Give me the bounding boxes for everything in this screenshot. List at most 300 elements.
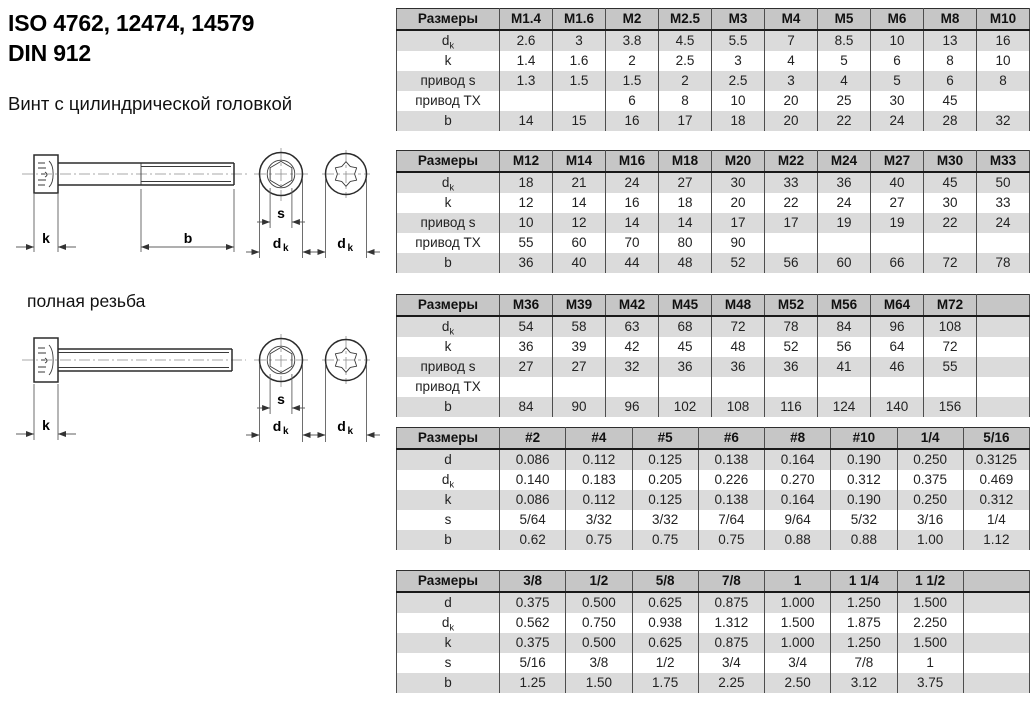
value-cell: 24 [871,111,924,131]
value-cell: 4 [765,51,818,71]
value-cell: 30 [871,91,924,111]
table-row [397,470,1030,490]
row-label-subscript: k [449,182,455,193]
row-label [397,51,500,71]
value-cell [977,91,1030,111]
value-cell: 55 [924,357,977,377]
left-panel [0,0,394,703]
value-cell: 0.138 [698,449,764,470]
dim-label-dk-base: d [272,235,282,251]
value-cell: 40 [871,172,924,193]
value-cell: 1.000 [765,592,831,613]
row-label [397,253,500,273]
value-cell: 10 [712,91,765,111]
size-column-header: M36 [500,295,553,317]
value-cell: 1/2 [632,653,698,673]
size-table-1 [396,8,1030,131]
value-cell: 5/64 [500,510,566,530]
value-cell: 3 [765,71,818,91]
row-label [397,377,500,397]
row-label-text: привод s [420,215,476,230]
hex-socket-head-view [246,148,316,258]
value-cell: 124 [818,397,871,417]
size-column-header: #5 [632,428,698,450]
value-cell: 1.000 [765,633,831,653]
value-cell: 4.5 [659,30,712,51]
value-cell: 30 [712,172,765,193]
value-cell: 56 [818,337,871,357]
value-cell: 2.250 [897,613,963,633]
dim-label-s: s [277,205,285,221]
table-row [397,510,1030,530]
header-row [397,295,1030,317]
table-row [397,71,1030,91]
value-cell: 10 [977,51,1030,71]
value-cell: 0.75 [566,530,632,550]
value-cell [977,357,1030,377]
value-cell [977,233,1030,253]
value-cell [977,397,1030,417]
size-table-4 [396,427,1030,550]
value-cell: 45 [924,91,977,111]
size-column-header: #8 [765,428,831,450]
header-row [397,9,1030,31]
value-cell: 18 [659,193,712,213]
row-label-header: Размеры [397,428,500,450]
value-cell: 12 [553,213,606,233]
row-label [397,213,500,233]
row-label-text: k [444,195,452,210]
value-cell: 20 [765,111,818,131]
value-cell [818,233,871,253]
value-cell: 16 [977,30,1030,51]
value-cell: 32 [606,357,659,377]
value-cell: 30 [924,193,977,213]
table-row [397,633,1030,653]
row-label-text: d [441,175,450,190]
row-label-text: k [444,492,452,507]
value-cell: 156 [924,397,977,417]
value-cell [977,316,1030,337]
value-cell: 17 [765,213,818,233]
row-label [397,193,500,213]
table-row [397,111,1030,131]
value-cell: 6 [871,51,924,71]
value-cell [977,337,1030,357]
screw-partial-thread-drawing [8,148,398,260]
value-cell: 0.312 [831,470,897,490]
value-cell: 0.375 [500,592,566,613]
value-cell: 84 [818,316,871,337]
row-label [397,633,500,653]
table-row [397,233,1030,253]
value-cell: 3.8 [606,30,659,51]
value-cell [977,377,1030,397]
value-cell: 140 [871,397,924,417]
row-label-text: d [444,595,452,610]
row-label [397,337,500,357]
value-cell: 0.164 [765,490,831,510]
value-cell: 0.62 [500,530,566,550]
value-cell: 0.125 [632,490,698,510]
size-column-header: #6 [698,428,764,450]
value-cell: 32 [977,111,1030,131]
size-column-header: M24 [818,151,871,173]
dim-label-dk-base: d [272,418,282,434]
dim-label-dk-base: d [337,418,346,434]
value-cell: 1.500 [897,633,963,653]
value-cell: 7/64 [698,510,764,530]
value-cell: 0.625 [632,633,698,653]
value-cell: 1/4 [963,510,1029,530]
value-cell: 63 [606,316,659,337]
value-cell: 12 [500,193,553,213]
size-column-header: M4 [765,9,818,31]
size-column-header: M45 [659,295,712,317]
torx-socket-head-view [312,336,380,442]
table-row [397,30,1030,51]
value-cell: 0.226 [698,470,764,490]
dim-label-k: k [42,230,50,246]
size-column-header: M3 [712,9,765,31]
row-label [397,530,500,550]
value-cell: 46 [871,357,924,377]
table-row [397,530,1030,550]
value-cell: 55 [500,233,553,253]
size-column-header: M56 [818,295,871,317]
tables-panel [394,0,1034,703]
value-cell: 1.50 [566,673,632,693]
value-cell: 0.140 [500,470,566,490]
value-cell: 102 [659,397,712,417]
size-column-header: M48 [712,295,765,317]
value-cell: 36 [500,337,553,357]
row-label-text: b [444,532,452,547]
value-cell [871,233,924,253]
size-column-header: M10 [977,9,1030,31]
value-cell: 14 [606,213,659,233]
value-cell [659,377,712,397]
size-table-5 [396,570,1030,693]
value-cell: 33 [977,193,1030,213]
value-cell: 8 [659,91,712,111]
value-cell: 2.5 [712,71,765,91]
row-label [397,30,500,51]
value-cell: 17 [712,213,765,233]
value-cell: 36 [765,357,818,377]
value-cell: 3/4 [698,653,764,673]
value-cell: 0.138 [698,490,764,510]
row-label-subscript: k [449,622,455,633]
value-cell: 0.75 [698,530,764,550]
value-cell: 1.25 [500,673,566,693]
value-cell [765,233,818,253]
size-column-header [963,571,1029,593]
size-column-header: M16 [606,151,659,173]
size-column-header [977,295,1030,317]
value-cell: 3/32 [566,510,632,530]
page-title-din: DIN 912 [8,40,91,66]
value-cell: 3/4 [765,653,831,673]
size-column-header: 1 1/4 [831,571,897,593]
header-row [397,151,1030,173]
value-cell [765,377,818,397]
value-cell: 36 [500,253,553,273]
value-cell: 0.875 [698,633,764,653]
row-label-text: d [444,452,452,467]
row-label-text: привод TX [415,379,481,394]
value-cell: 19 [871,213,924,233]
value-cell: 78 [765,316,818,337]
row-label-text: b [444,399,452,414]
row-label-text: привод s [420,73,476,88]
size-column-header: M12 [500,151,553,173]
dim-label-k: k [42,417,50,433]
value-cell: 58 [553,316,606,337]
size-column-header: M14 [553,151,606,173]
row-label-text: d [441,319,450,334]
value-cell: 0.75 [632,530,698,550]
value-cell: 19 [818,213,871,233]
value-cell: 108 [924,316,977,337]
table-row [397,316,1030,337]
torx-socket-head-view [312,150,380,258]
value-cell [553,91,606,111]
value-cell: 72 [924,253,977,273]
value-cell: 0.112 [566,490,632,510]
value-cell: 18 [500,172,553,193]
value-cell: 27 [659,172,712,193]
value-cell: 45 [659,337,712,357]
size-column-header: M39 [553,295,606,317]
row-label-header: Размеры [397,295,500,317]
value-cell: 3/8 [566,653,632,673]
value-cell: 27 [871,193,924,213]
value-cell: 0.375 [500,633,566,653]
value-cell: 0.625 [632,592,698,613]
value-cell: 0.875 [698,592,764,613]
value-cell: 0.190 [831,490,897,510]
value-cell: 60 [818,253,871,273]
value-cell: 5/32 [831,510,897,530]
value-cell: 50 [977,172,1030,193]
value-cell [500,91,553,111]
value-cell: 3/32 [632,510,698,530]
value-cell: 1.875 [831,613,897,633]
value-cell: 0.112 [566,449,632,470]
value-cell: 20 [765,91,818,111]
dim-label-dk-sub: k [283,243,289,254]
value-cell: 56 [765,253,818,273]
value-cell: 17 [659,111,712,131]
size-column-header: #2 [500,428,566,450]
value-cell: 1.4 [500,51,553,71]
value-cell: 16 [606,193,659,213]
row-label-text: s [444,655,452,670]
table-row [397,613,1030,633]
row-label [397,357,500,377]
value-cell: 24 [606,172,659,193]
value-cell [963,592,1029,613]
header-row [397,428,1030,450]
value-cell: 2.5 [659,51,712,71]
size-column-header: 1 [765,571,831,593]
size-table-2 [396,150,1030,273]
value-cell [963,673,1029,693]
value-cell: 15 [553,111,606,131]
value-cell: 36 [818,172,871,193]
row-label-header: Размеры [397,9,500,31]
value-cell: 0.312 [963,490,1029,510]
table-row [397,673,1030,693]
value-cell: 0.3125 [963,449,1029,470]
value-cell: 10 [871,30,924,51]
value-cell: 1.5 [553,71,606,91]
value-cell [500,377,553,397]
table-row [397,592,1030,613]
value-cell: 2 [659,71,712,91]
row-label-text: b [444,113,452,128]
value-cell: 0.500 [566,633,632,653]
size-column-header: M64 [871,295,924,317]
value-cell: 54 [500,316,553,337]
value-cell: 22 [818,111,871,131]
size-table-3 [396,294,1030,417]
table-row [397,357,1030,377]
value-cell: 0.562 [500,613,566,633]
table-row [397,213,1030,233]
value-cell: 33 [765,172,818,193]
value-cell: 0.125 [632,449,698,470]
dim-label-dk-sub: k [347,426,354,437]
value-cell: 52 [712,253,765,273]
value-cell: 0.086 [500,490,566,510]
row-label-text: k [444,635,452,650]
row-label [397,91,500,111]
size-column-header: 7/8 [698,571,764,593]
size-column-header: M5 [818,9,871,31]
size-column-header: M8 [924,9,977,31]
value-cell: 3 [553,30,606,51]
screw-full-thread-drawing [8,330,398,448]
size-column-header: M6 [871,9,924,31]
size-column-header: M18 [659,151,712,173]
value-cell: 1.250 [831,592,897,613]
value-cell: 0.270 [765,470,831,490]
value-cell: 24 [977,213,1030,233]
size-column-header: M33 [977,151,1030,173]
value-cell: 70 [606,233,659,253]
row-label [397,490,500,510]
value-cell: 36 [659,357,712,377]
row-label [397,111,500,131]
value-cell: 2.50 [765,673,831,693]
row-label [397,510,500,530]
screw-side-view [16,155,248,252]
value-cell: 3.12 [831,673,897,693]
row-label-text: k [444,53,452,68]
value-cell: 25 [818,91,871,111]
value-cell: 72 [712,316,765,337]
value-cell: 5 [871,71,924,91]
dim-label-dk-base: d [337,235,346,251]
value-cell: 13 [924,30,977,51]
value-cell [606,377,659,397]
row-label [397,653,500,673]
size-column-header: M1.6 [553,9,606,31]
value-cell: 1.500 [765,613,831,633]
size-column-header: 1/4 [897,428,963,450]
value-cell: 80 [659,233,712,253]
value-cell: 10 [500,213,553,233]
value-cell: 68 [659,316,712,337]
value-cell: 28 [924,111,977,131]
value-cell: 48 [712,337,765,357]
size-column-header: 1 1/2 [897,571,963,593]
full-thread-label: полная резьба [27,291,146,311]
value-cell: 42 [606,337,659,357]
row-label-text: s [444,512,452,527]
table-row [397,193,1030,213]
row-label-subscript: k [449,40,455,51]
row-label-text: привод TX [415,235,481,250]
value-cell: 0.750 [566,613,632,633]
value-cell: 2.25 [698,673,764,693]
row-label [397,397,500,417]
value-cell: 41 [818,357,871,377]
value-cell: 44 [606,253,659,273]
value-cell: 3 [712,51,765,71]
value-cell: 0.469 [963,470,1029,490]
value-cell: 78 [977,253,1030,273]
page-title-iso: ISO 4762, 12474, 14579 [8,10,255,36]
table-row [397,172,1030,193]
value-cell [963,613,1029,633]
value-cell: 9/64 [765,510,831,530]
value-cell [924,233,977,253]
value-cell: 16 [606,111,659,131]
size-column-header: 3/8 [500,571,566,593]
hex-socket-head-view [246,334,316,442]
size-column-header: M42 [606,295,659,317]
size-column-header: M2.5 [659,9,712,31]
table-row [397,91,1030,111]
value-cell: 0.205 [632,470,698,490]
value-cell: 5/16 [500,653,566,673]
size-column-header: M27 [871,151,924,173]
size-column-header: 5/8 [632,571,698,593]
value-cell: 0.086 [500,449,566,470]
value-cell: 27 [553,357,606,377]
table-row [397,653,1030,673]
row-label-text: d [441,472,450,487]
value-cell: 6 [924,71,977,91]
value-cell [963,633,1029,653]
row-label [397,673,500,693]
value-cell: 1.3 [500,71,553,91]
value-cell: 0.88 [765,530,831,550]
table-row [397,449,1030,470]
value-cell: 52 [765,337,818,357]
value-cell: 7/8 [831,653,897,673]
value-cell: 1.75 [632,673,698,693]
dim-label-dk-sub: k [283,426,289,437]
size-column-header: M2 [606,9,659,31]
dim-label-dk-sub: k [347,243,354,254]
product-description: Винт с цилиндрической головкой [8,93,293,114]
row-label [397,233,500,253]
size-column-header: M20 [712,151,765,173]
